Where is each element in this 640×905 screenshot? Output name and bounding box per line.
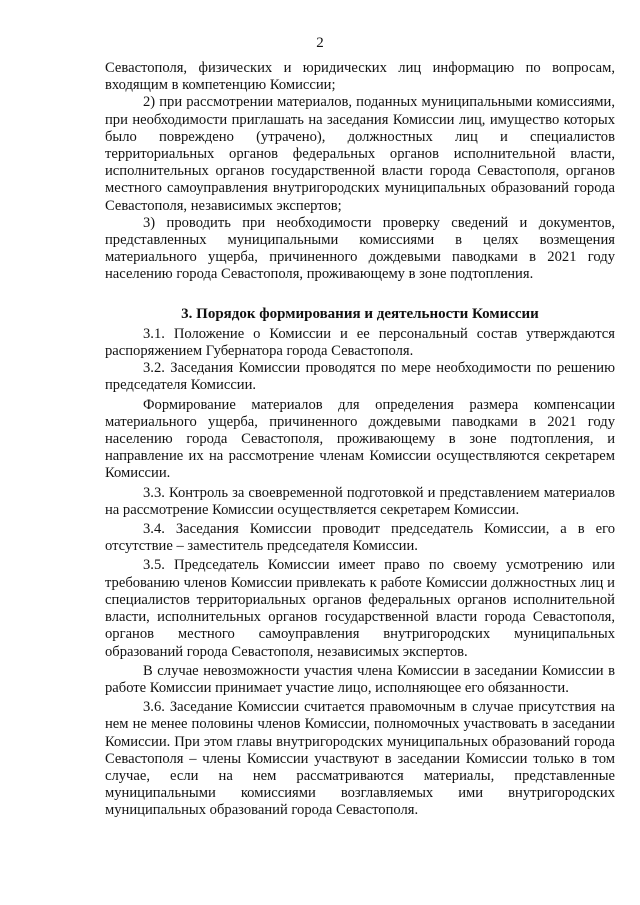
paragraph-item-3: 3) проводить при необходимости проверку сведений и документов, представленных муниципальными комиссиями в целях возмещения материального ущерба, причиненного дождевыми паводками в 2021 году населению города Севастополя, проживающему в зоне подтопления. [105,214,615,283]
paragraph-3-5: 3.5. Председатель Комиссии имеет право по своему усмотрению или требованию членов Комиссии привлекать к работе Комиссии должностных лиц и специалистов территориальных органов федеральных органов исполнительной власти, исполнительных органов государственной власти города Севастополя, органов местного самоуправления внутригородских муниципальных образований города Севастополя, независимых экспертов. [105,557,615,660]
paragraph-3-1: 3.1. Положение о Комиссии и ее персональный состав утверждаются распоряжением Губернатора города Севастополя. [105,325,615,360]
paragraph-continuation: Севастополя, физических и юридических лиц информацию по вопросам, входящим в компетенцию Комиссии; [105,60,615,94]
paragraph-item-2: 2) при рассмотрении материалов, поданных муниципальными комиссиями, при необходимости приглашать на заседания Комиссии лиц, имущество которых было повреждено (утрачено), должностных лиц и специалистов территориальных органов федеральных органов исполнительной власти, исполнительных органов государственной власти города Севастополя, органов местного самоуправления внутригородских муниципальных образований города Севастополя, независимых экспертов; [105,94,615,214]
paragraph-3-6: 3.6. Заседание Комиссии считается правомочным в случае присутствия на нем не менее половины членов Комиссии, полномочных участвовать в заседании Комиссии. При этом главы внутригородских муниципальных образований города Севастополя – члены Комиссии участвуют в заседании Комиссии только в том случае, если на нем рассматриваются материалы, представленные муниципальными комиссиями возглавляемых ими внутригородских муниципальных образований города Севастополя. [105,699,615,819]
paragraph-3-4: 3.4. Заседания Комиссии проводит председатель Комиссии, а в его отсутствие – заместитель председателя Комиссии. [105,521,615,555]
document-body [105,60,615,820]
paragraph-3-2: 3.2. Заседания Комиссии проводятся по мере необходимости по решению председателя Комиссии. [105,360,615,394]
page-number: 2 [316,35,324,51]
paragraph-3-3: 3.3. Контроль за своевременной подготовкой и представлением материалов на рассмотрение Комиссии осуществляется секретарем Комиссии. [105,484,615,518]
paragraph-formation: Формирование материалов для определения размера компенсации материального ущерба, причиненного дождевыми паводками в 2021 году населению города Севастополя, проживающему в зоне подтопления, и направление их на рассмотрение членам Комиссии осуществляются секретарем Комиссии. [105,396,615,482]
section-heading: 3. Порядок формирования и деятельности Комиссии [181,305,539,322]
paragraph-substitute: В случае невозможности участия члена Комиссии в заседании Комиссии в работе Комиссии принимает участие лицо, исполняющее его обязанности. [105,662,615,696]
